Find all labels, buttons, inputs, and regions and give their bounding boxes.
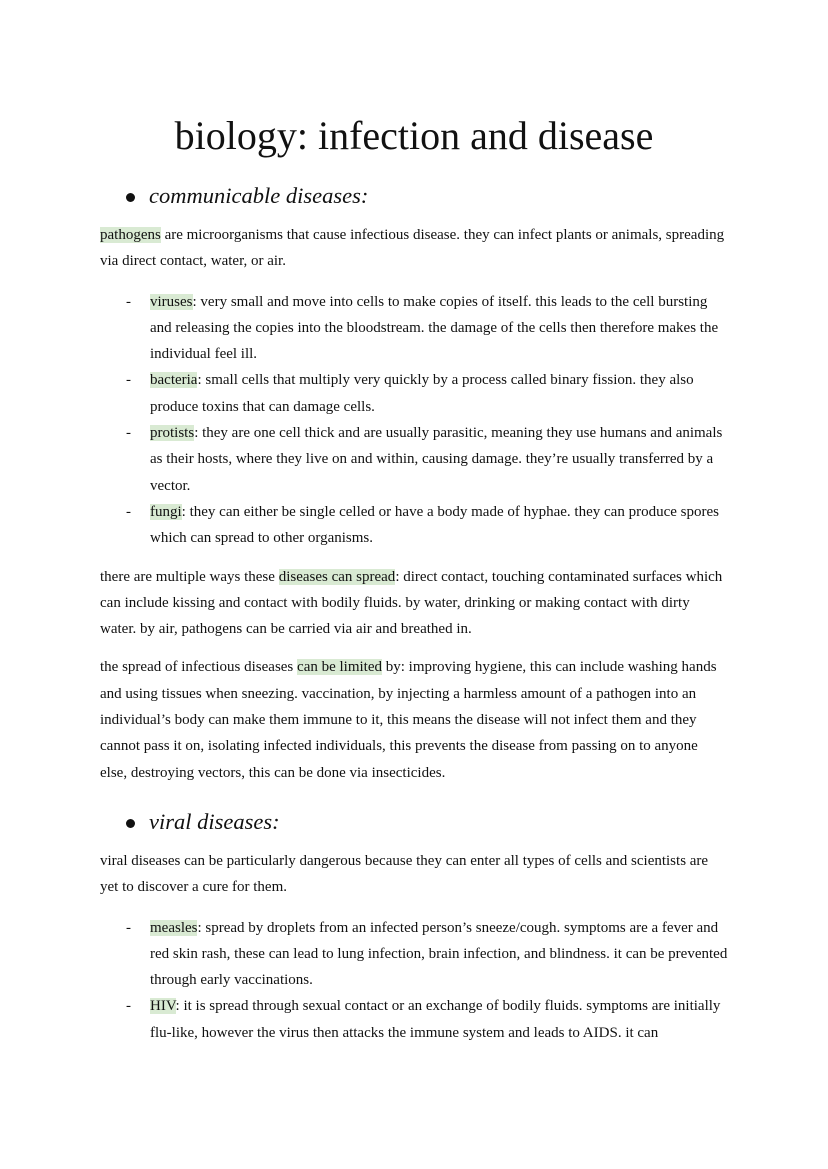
dash-bullet-icon: - (126, 503, 131, 520)
highlighted-term: measles (150, 919, 198, 936)
text-segment: are microorganisms that cause infectious disease. they can infect plants or animals, spreading via direct contact, water, or air. (100, 227, 725, 270)
paragraph (100, 222, 728, 275)
text-segment: : small cells that multiply very quickly by a process called binary fission. they also produce toxins that can damage cells. (150, 372, 694, 415)
paragraph (100, 564, 728, 643)
document-title: biology: infection and disease (174, 113, 654, 158)
section-heading (100, 180, 728, 212)
highlighted-term: pathogens (100, 227, 161, 243)
list-item (126, 420, 728, 499)
list-item (126, 499, 728, 552)
highlighted-term: viruses (150, 293, 193, 310)
dash-bullet-icon: - (126, 919, 131, 936)
text-segment: : it is spread through sexual contact or an exchange of bodily fluids. symptoms are initially flu-like, however the virus then attacks the immune system and leads to AIDS. it can (150, 998, 721, 1041)
highlighted-term: HIV (150, 998, 176, 1015)
highlighted-term: fungi (150, 503, 182, 520)
document-body (100, 180, 728, 1046)
dash-bullet-icon: - (126, 293, 131, 310)
text-segment: : they can either be single celled or have a body made of hyphae. they can produce spores which can spread to other organisms. (150, 503, 719, 547)
highlighted-term: diseases can spread (278, 568, 396, 585)
highlighted-term: can be limited (297, 659, 382, 676)
section-heading (100, 806, 728, 838)
list-item (126, 993, 728, 1046)
text-segment: : direct contact, touching contaminated surfaces which can include kissing and contact with bodily fluids. by water, drinking or making contact with dirty water. by air, pathogens can be carried via air and breathed in. (100, 568, 723, 638)
text-segment: : they are one cell thick and are usually parasitic, meaning they use humans and animals as their hosts, where they live on and within, causing damage. they’re usually transferred by a vector. (150, 425, 723, 494)
dash-list (100, 289, 728, 552)
section-heading-text: viral diseases: (149, 808, 280, 834)
text-segment: : very small and move into cells to make copies of itself. this leads to the cell bursting and releasing the copies into the bloodstream. the damage of the cells then therefore makes the individual feel ill. (150, 293, 719, 363)
list-item (126, 367, 728, 420)
list-item (126, 289, 728, 368)
text-segment: viral diseases can be particularly dangerous because they can enter all types of cells and scientists are yet to discover a cure for them. (100, 852, 709, 896)
highlighted-term: protists (150, 425, 195, 442)
text-segment: the spread of infectious diseases (100, 659, 298, 676)
dash-bullet-icon: - (126, 425, 131, 442)
dash-bullet-icon: - (126, 998, 131, 1015)
paragraph (100, 848, 728, 901)
text-segment: there are multiple ways these (100, 568, 279, 585)
list-item (126, 915, 728, 994)
document-page (100, 0, 728, 1046)
paragraph (100, 654, 728, 785)
text-segment: : spread by droplets from an infected person’s sneeze/cough. symptoms are a fever and red skin rash, these can lead to lung infection, brain infection, and blindness. it can be prevented through early vaccinations. (150, 919, 728, 989)
dash-bullet-icon: - (126, 372, 131, 389)
bullet-icon (126, 193, 135, 202)
bullet-icon (126, 819, 135, 828)
highlighted-term: bacteria (150, 372, 198, 389)
section-heading-text: communicable diseases: (149, 183, 369, 208)
text-segment: by: improving hygiene, this can include washing hands and using tissues when sneezing. vaccination, by injecting a harmless amount of a pathogen into an individual’s body can make them immune to it, this means the disease will not infect them and they cannot pass it on, isolating infected individuals, this prevents the disease from passing on to anyone else, destroying vectors, this can be done via insecticides. (100, 659, 717, 781)
dash-list (100, 915, 728, 1046)
